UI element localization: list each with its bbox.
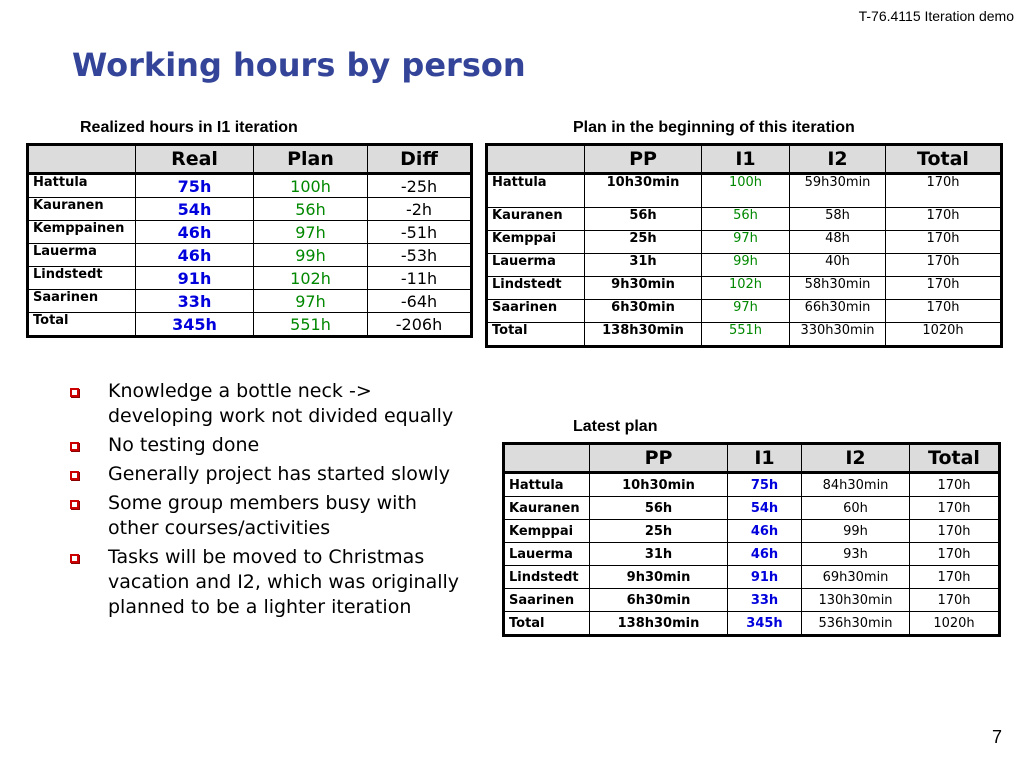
person-name: Kemppai xyxy=(487,231,585,254)
table-row xyxy=(504,566,1000,589)
list-item xyxy=(66,379,466,429)
header-cell: Plan xyxy=(254,145,368,174)
initial-plan-caption: Plan in the beginning of this iteration xyxy=(573,119,855,136)
square-bullet-icon xyxy=(70,471,79,480)
latest-plan-table xyxy=(502,442,1001,637)
i2-hours: 130h30min xyxy=(802,589,910,612)
bullet-text: Tasks will be moved to Christmas vacation and I2, which was originally planned to be a lighter iteration xyxy=(108,546,460,618)
header-cell: Total xyxy=(910,444,1000,473)
total-hours: 170h xyxy=(886,254,1002,277)
header-cell: Real xyxy=(136,145,254,174)
total-hours: 170h xyxy=(886,174,1002,208)
i1-hours: 33h xyxy=(728,589,802,612)
total-hours: 170h xyxy=(910,566,1000,589)
square-bullet-icon xyxy=(70,388,79,397)
initial-plan-table xyxy=(485,143,1003,348)
table-row xyxy=(28,198,472,221)
i2-hours: 48h xyxy=(790,231,886,254)
i2-hours: 69h30min xyxy=(802,566,910,589)
table-row xyxy=(504,520,1000,543)
person-name: Kauranen xyxy=(487,208,585,231)
i2-hours: 59h30min xyxy=(790,174,886,208)
grand-total: 1020h xyxy=(886,323,1002,347)
table-row xyxy=(487,277,1002,300)
i2-hours: 60h xyxy=(802,497,910,520)
bullet-text: Knowledge a bottle neck -> developing work not divided equally xyxy=(108,380,454,427)
total-hours: 170h xyxy=(886,277,1002,300)
pp-hours: 6h30min xyxy=(585,300,702,323)
header-cell: I2 xyxy=(802,444,910,473)
header-cell: I1 xyxy=(702,145,790,174)
pp-hours: 9h30min xyxy=(585,277,702,300)
i2-hours: 58h xyxy=(790,208,886,231)
pp-total: 138h30min xyxy=(585,323,702,347)
table-row xyxy=(28,221,472,244)
total-label: Total xyxy=(28,313,136,337)
table-row xyxy=(504,589,1000,612)
total-hours: 170h xyxy=(910,497,1000,520)
person-name: Hattula xyxy=(487,174,585,208)
person-name: Lindstedt xyxy=(28,267,136,290)
person-name: Kauranen xyxy=(504,497,590,520)
i2-hours: 66h30min xyxy=(790,300,886,323)
pp-hours: 31h xyxy=(585,254,702,277)
square-bullet-icon xyxy=(70,554,79,563)
pp-hours: 6h30min xyxy=(590,589,728,612)
person-name: Hattula xyxy=(504,473,590,497)
i1-hours: 46h xyxy=(728,520,802,543)
i1-total: 345h xyxy=(728,612,802,636)
table-row xyxy=(487,174,1002,208)
bullet-text: Some group members busy with other courses/activities xyxy=(108,492,417,539)
plan-hours: 100h xyxy=(254,174,368,198)
i1-hours: 97h xyxy=(702,300,790,323)
plan-hours: 56h xyxy=(254,198,368,221)
realized-hours-table xyxy=(26,143,473,338)
i2-hours: 84h30min xyxy=(802,473,910,497)
diff-hours: -53h xyxy=(368,244,472,267)
pp-hours: 31h xyxy=(590,543,728,566)
person-name: Lauerma xyxy=(504,543,590,566)
i1-hours: 102h xyxy=(702,277,790,300)
latest-plan-caption: Latest plan xyxy=(573,418,658,435)
table-row xyxy=(28,267,472,290)
page-number: 7 xyxy=(991,727,1002,747)
person-name: Lindstedt xyxy=(504,566,590,589)
i1-hours: 97h xyxy=(702,231,790,254)
header-cell: PP xyxy=(590,444,728,473)
diff-hours: -2h xyxy=(368,198,472,221)
person-name: Lauerma xyxy=(28,244,136,267)
total-label: Total xyxy=(504,612,590,636)
table-row xyxy=(487,208,1002,231)
real-hours: 33h xyxy=(136,290,254,313)
person-name: Kauranen xyxy=(28,198,136,221)
header-cell: I2 xyxy=(790,145,886,174)
real-hours: 91h xyxy=(136,267,254,290)
total-row xyxy=(504,612,1000,636)
table-row xyxy=(28,174,472,198)
list-item xyxy=(66,491,466,541)
diff-hours: -51h xyxy=(368,221,472,244)
header-cell xyxy=(487,145,585,174)
i1-hours: 91h xyxy=(728,566,802,589)
pp-total: 138h30min xyxy=(590,612,728,636)
pp-hours: 10h30min xyxy=(590,473,728,497)
person-name: Hattula xyxy=(28,174,136,198)
diff-total: -206h xyxy=(368,313,472,337)
list-item xyxy=(66,545,466,620)
total-hours: 170h xyxy=(910,473,1000,497)
diff-hours: -64h xyxy=(368,290,472,313)
header-cell: I1 xyxy=(728,444,802,473)
i2-hours: 93h xyxy=(802,543,910,566)
i1-hours: 99h xyxy=(702,254,790,277)
table-row xyxy=(504,473,1000,497)
i2-hours: 40h xyxy=(790,254,886,277)
i1-hours: 54h xyxy=(728,497,802,520)
i2-hours: 99h xyxy=(802,520,910,543)
header-cell xyxy=(28,145,136,174)
table-row xyxy=(504,497,1000,520)
total-hours: 170h xyxy=(886,300,1002,323)
i2-total: 330h30min xyxy=(790,323,886,347)
total-hours: 170h xyxy=(910,543,1000,566)
pp-hours: 25h xyxy=(590,520,728,543)
i1-hours: 75h xyxy=(728,473,802,497)
realized-hours-caption: Realized hours in I1 iteration xyxy=(80,119,298,136)
pp-hours: 56h xyxy=(585,208,702,231)
diff-hours: -11h xyxy=(368,267,472,290)
real-hours: 46h xyxy=(136,244,254,267)
person-name: Kemppai xyxy=(504,520,590,543)
plan-hours: 97h xyxy=(254,290,368,313)
bullet-text: Generally project has started slowly xyxy=(108,463,450,485)
real-hours: 46h xyxy=(136,221,254,244)
grand-total: 1020h xyxy=(910,612,1000,636)
pp-hours: 56h xyxy=(590,497,728,520)
person-name: Saarinen xyxy=(28,290,136,313)
total-row xyxy=(28,313,472,337)
course-header: T-76.4115 Iteration demo xyxy=(858,8,1014,24)
real-hours: 54h xyxy=(136,198,254,221)
bullet-list xyxy=(66,379,466,624)
i2-hours: 58h30min xyxy=(790,277,886,300)
person-name: Kemppainen xyxy=(28,221,136,244)
i1-hours: 56h xyxy=(702,208,790,231)
slide-title: Working hours by person xyxy=(72,46,526,84)
table-row xyxy=(487,231,1002,254)
table-row xyxy=(28,244,472,267)
plan-hours: 99h xyxy=(254,244,368,267)
real-total: 345h xyxy=(136,313,254,337)
person-name: Saarinen xyxy=(487,300,585,323)
pp-hours: 10h30min xyxy=(585,174,702,208)
total-hours: 170h xyxy=(886,208,1002,231)
table-row xyxy=(504,543,1000,566)
diff-hours: -25h xyxy=(368,174,472,198)
i1-total: 551h xyxy=(702,323,790,347)
list-item xyxy=(66,433,466,458)
person-name: Saarinen xyxy=(504,589,590,612)
plan-hours: 102h xyxy=(254,267,368,290)
total-hours: 170h xyxy=(910,589,1000,612)
header-cell: Total xyxy=(886,145,1002,174)
person-name: Lauerma xyxy=(487,254,585,277)
bullet-text: No testing done xyxy=(108,434,260,456)
header-cell xyxy=(504,444,590,473)
i2-total: 536h30min xyxy=(802,612,910,636)
pp-hours: 9h30min xyxy=(590,566,728,589)
total-hours: 170h xyxy=(910,520,1000,543)
header-cell: PP xyxy=(585,145,702,174)
total-label: Total xyxy=(487,323,585,347)
plan-total: 551h xyxy=(254,313,368,337)
total-hours: 170h xyxy=(886,231,1002,254)
square-bullet-icon xyxy=(70,442,79,451)
real-hours: 75h xyxy=(136,174,254,198)
plan-hours: 97h xyxy=(254,221,368,244)
square-bullet-icon xyxy=(70,500,79,509)
i1-hours: 100h xyxy=(702,174,790,208)
i1-hours: 46h xyxy=(728,543,802,566)
table-row xyxy=(487,300,1002,323)
list-item xyxy=(66,462,466,487)
header-cell: Diff xyxy=(368,145,472,174)
total-row xyxy=(487,323,1002,347)
table-row xyxy=(487,254,1002,277)
person-name: Lindstedt xyxy=(487,277,585,300)
pp-hours: 25h xyxy=(585,231,702,254)
table-row xyxy=(28,290,472,313)
